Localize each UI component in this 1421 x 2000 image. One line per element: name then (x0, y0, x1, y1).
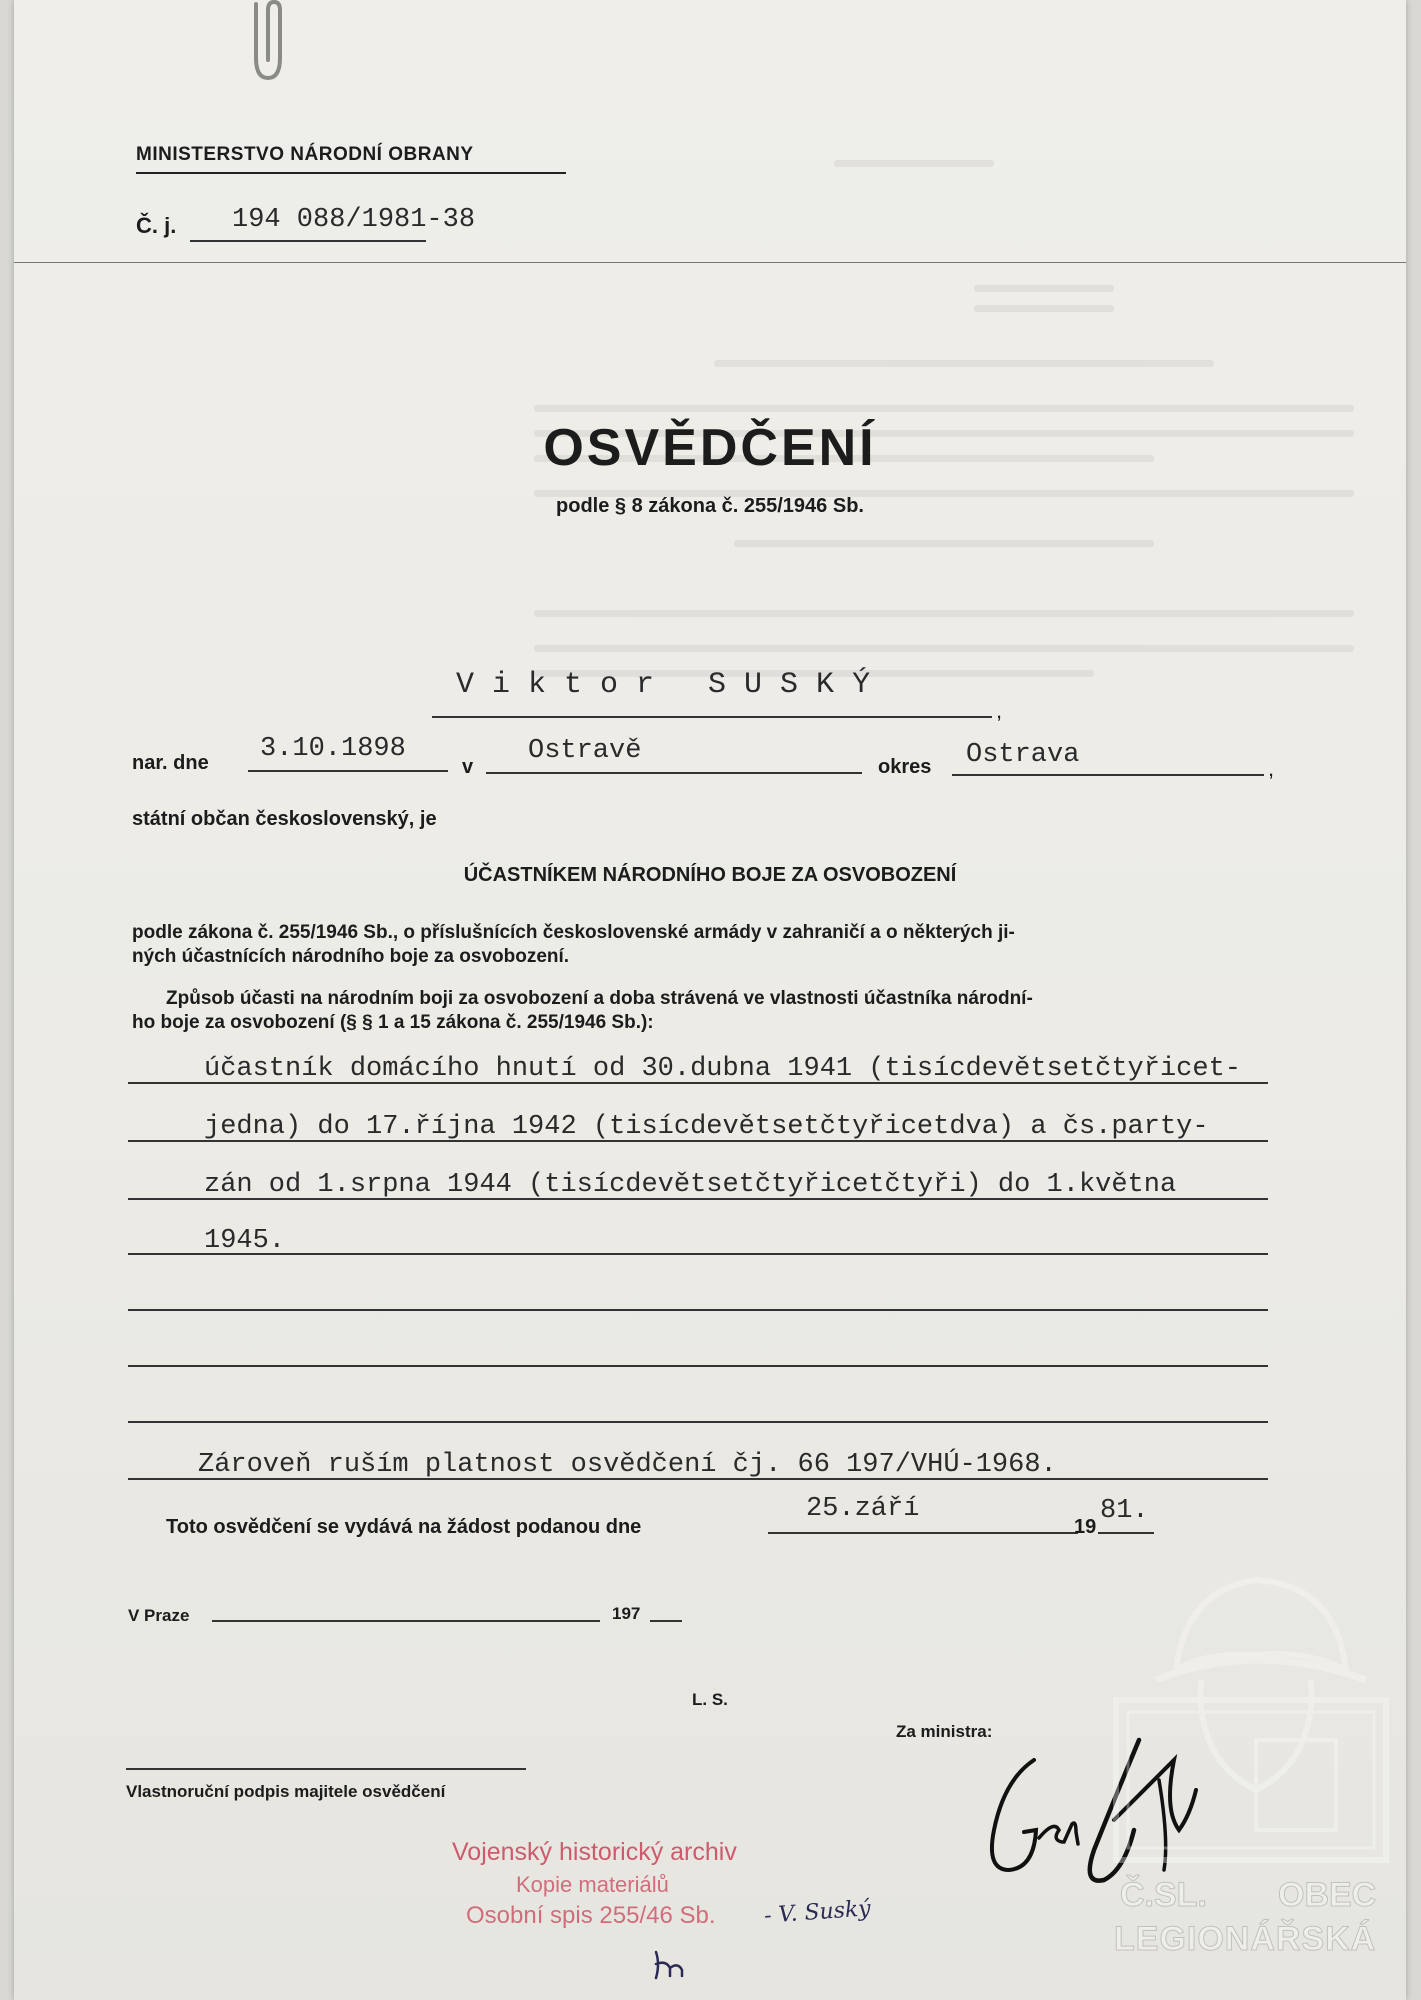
birth-place: Ostravě (528, 736, 642, 766)
birth-date: 3.10.1898 (260, 734, 406, 764)
district-comma: , (1268, 756, 1275, 781)
watermark-line-1: Č.SL. (1120, 1876, 1207, 1914)
participation-line-4: 1945. (204, 1226, 286, 1256)
paper-clip-icon (242, 0, 294, 90)
revocation-text: Zároveň ruším platnost osvědčení čj. 66 197/VHÚ-1968. (198, 1450, 1057, 1480)
law-paragraph-line-1: podle zákona č. 255/1946 Sb., o příslušnících československé armády v zahraničí a o některých ji- (132, 922, 1015, 943)
archive-stamp-handwritten: - V. Suský (763, 1896, 872, 1929)
certificate-page (14, 0, 1406, 2000)
document-subtitle: podle § 8 zákona č. 255/1946 Sb. (556, 495, 864, 517)
ministry-name: MINISTERSTVO NÁRODNÍ OBRANY (136, 144, 474, 165)
archive-stamp-line-2: Kopie materiálů (516, 1872, 669, 1897)
issue-year-prefix: 19 (1074, 1516, 1097, 1538)
participation-line-3: zán od 1.srpna 1944 (tisícdevětsetčtyřicetčtyři) do 1.května (204, 1170, 1177, 1200)
issue-text: Toto osvědčení se vydává na žádost podanou dne (166, 1516, 642, 1538)
holder-name: V i k t o r S U S K Ý (456, 668, 871, 702)
participation-line-2: jedna) do 17.října 1942 (tisícdevětsetčtyřicetdva) a čs.party- (204, 1112, 1209, 1142)
born-label: nar. dne (132, 752, 209, 774)
name-comma: , (996, 698, 1003, 723)
soldier-emblem-icon (1106, 1530, 1396, 1870)
district-label: okres (878, 756, 932, 778)
status-heading: ÚČASTNÍKEM NÁRODNÍHO BOJE ZA OSVOBOZENÍ (463, 864, 957, 886)
issue-date: 25.září (806, 1494, 920, 1524)
place-label: V Praze (128, 1606, 190, 1625)
citizenship-text: státní občan československý, je (132, 808, 437, 830)
place-year: 197 (612, 1604, 641, 1623)
law-paragraph-line-2: ných účastnících národního boje za osvobození. (132, 946, 570, 967)
birth-district: Ostrava (966, 740, 1080, 770)
legion-watermark (1106, 1530, 1396, 1970)
manner-paragraph-line-2: ho boje za osvobození (§ § 1 a 15 zákona č. 255/1946 Sb.): (132, 1012, 654, 1033)
reference-number: 194 088/1981-38 (232, 205, 476, 235)
document-title: OSVĚDČENÍ (543, 419, 877, 477)
archive-initials (646, 1944, 692, 1984)
participation-line-1: účastník domácího hnutí od 30.dubna 1941 (tisícdevětsetčtyřicet- (204, 1054, 1241, 1084)
manner-paragraph-line-1: Způsob účasti na národním boji za osvobození a doba strávená ve vlastnosti účastníka národní- (166, 988, 1033, 1009)
watermark-line-2: OBEC (1278, 1876, 1377, 1914)
holder-signature-label: Vlastnoruční podpis majitele osvědčení (126, 1782, 446, 1801)
archive-stamp-line-1: Vojenský historický archiv (452, 1838, 737, 1866)
in-label: v (462, 756, 474, 778)
archive-stamp-line-3: Osobní spis 255/46 Sb. (466, 1902, 716, 1929)
watermark-line-3: LEGIONÁŘSKÁ (1114, 1920, 1377, 1958)
seal-label: L. S. (692, 1690, 728, 1709)
minister-label: Za ministra: (896, 1722, 993, 1741)
issue-year-suffix: 81. (1100, 1496, 1149, 1526)
reference-label: Č. j. (136, 213, 177, 238)
